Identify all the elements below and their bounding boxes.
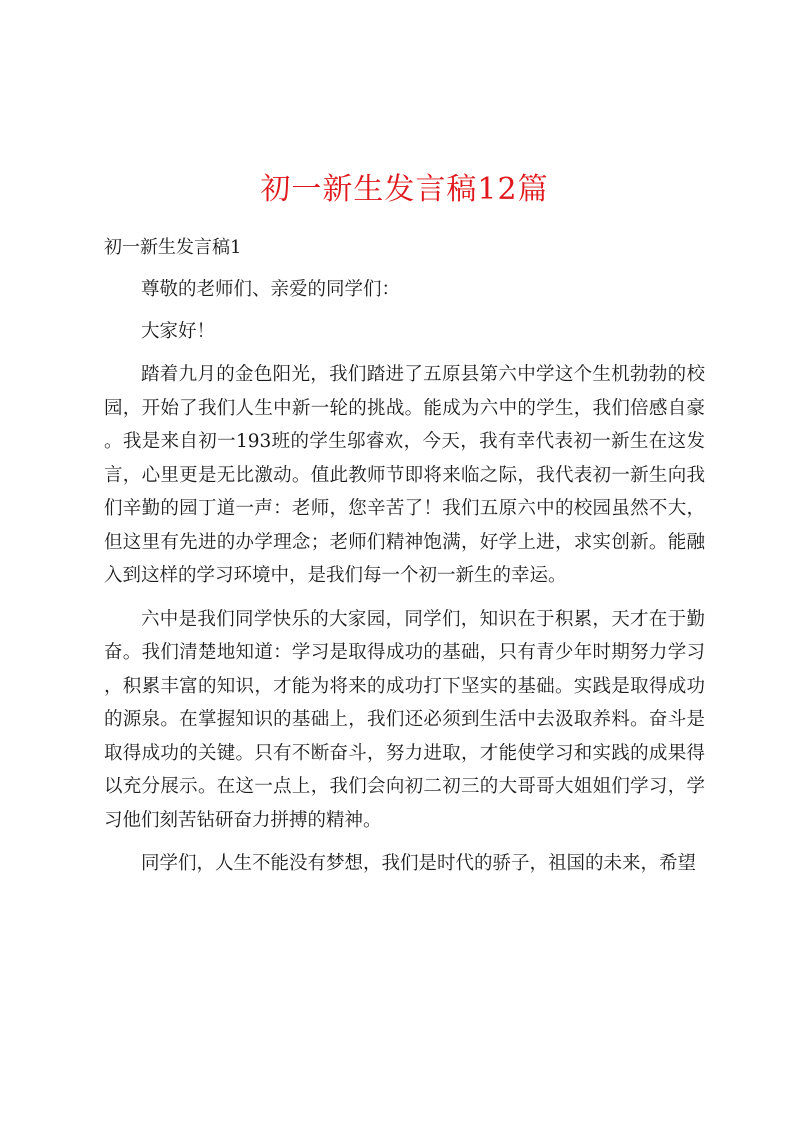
paragraph-body-3: 同学们，人生不能没有梦想，我们是时代的骄子，祖国的未来，希望 [141,853,697,874]
paragraph-body-2: 六中是我们同学快乐的大家园，同学们，知识在于积累，天才在于勤奋。我们清楚地知道：学习是取得成功的基础，只有青少年时期努力学习，积累丰富的知识，才能为将来的成功打下坚实的基础。实践是取得成功的源泉。在掌握知识的基础上，我们还必须到生活中去汲取养料。奋斗是取得成功的关键。只有不断奋斗，努力进取，才能使学习和实践的成果得以充分展示。在这一点上，我们会向初二初三的大哥哥大姐姐们学习，学习他们刻苦钻研奋力拼搏的精神。 [104,608,705,831]
section-heading: 初一新生发言稿1 [104,237,242,258]
document-title: 初一新生发言稿12篇 [260,172,549,207]
paragraph-greeting: 尊敬的老师们、亲爱的同学们： [141,279,401,300]
paragraph-hello: 大家好！ [141,320,216,342]
paragraph-body-1: 踏着九月的金色阳光，我们踏进了五原县第六中学这个生机勃勃的校园，开始了我们人生中新一轮的挑战。能成为六中的学生，我们倍感自豪。我是来自初一193班的学生邬睿欢，今天，我有幸代表初一新生在这发言，心里更是无比激动。值此教师节即将来临之际，我代表初一新生向我们辛勤的园丁道一声：老师，您辛苦了！我们五原六中的校园虽然不大，但这里有先进的办学理念；老师们精神饱满，好学上进，求实创新。能融入到这样的学习环境中，是我们每一个初一新生的幸运。 [104,364,705,586]
